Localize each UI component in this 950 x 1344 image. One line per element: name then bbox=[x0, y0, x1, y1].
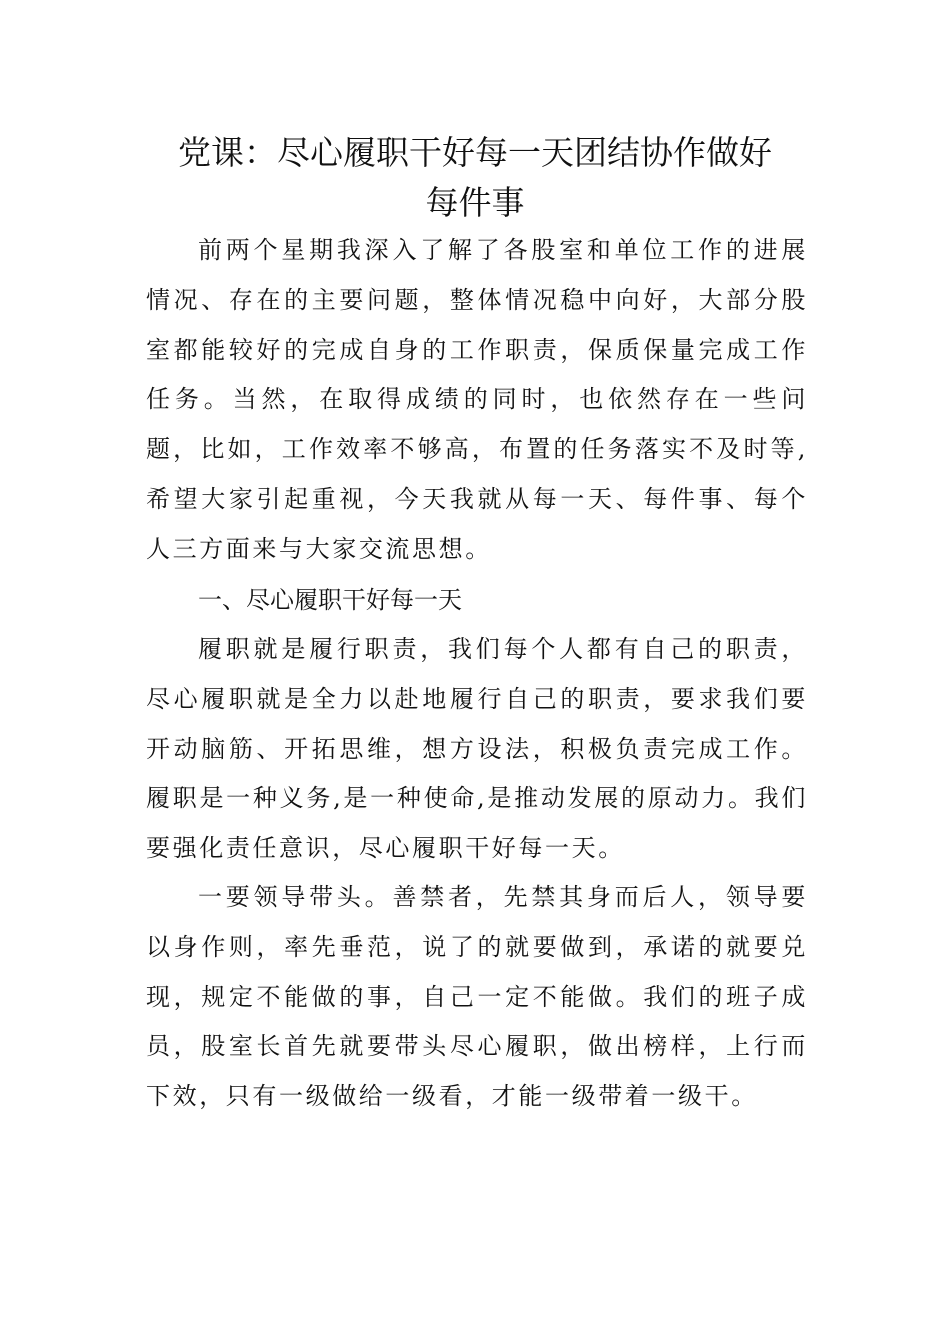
document-title-line-2: 每件事 bbox=[425, 183, 525, 222]
section-paragraph-1: 履职就是履行职责，我们每个人都有自己的职责，尽心履职就是全力以赴地履行自己的职责，要求我们要开动脑筋、开拓思维，想方设法，积极负责完成工作。履职是一种义务,是一种使命,是推动发展的原动力。我们要强化责任意识，尽心履职干好每一天。 bbox=[146, 635, 808, 863]
section-heading: 一、尽心履职干好每一天 bbox=[198, 586, 462, 614]
section-paragraph-2: 一要领导带头。善禁者，先禁其身而后人，领导要以身作则，率先垂范，说了的就要做到，承诺的就要兑现，规定不能做的事，自己一定不能做。我们的班子成员，股室长首先就要带头尽心履职，做出榜样，上行而下效，只有一级做给一级看，才能一级带着一级干。 bbox=[146, 883, 808, 1111]
intro-paragraph: 前两个星期我深入了解了各股室和单位工作的进展情况、存在的主要问题，整体情况稳中向好，大部分股室都能较好的完成自身的工作职责，保质保量完成工作任务。当然，在取得成绩的同时，也依然存在一些问题，比如，工作效率不够高，布置的任务落实不及时等,希望大家引起重视，今天我就从每一天、每件事、每个人三方面来与大家交流思想。 bbox=[146, 236, 808, 563]
document-title-line-1: 党课：尽心履职干好每一天团结协作做好 bbox=[178, 133, 772, 172]
